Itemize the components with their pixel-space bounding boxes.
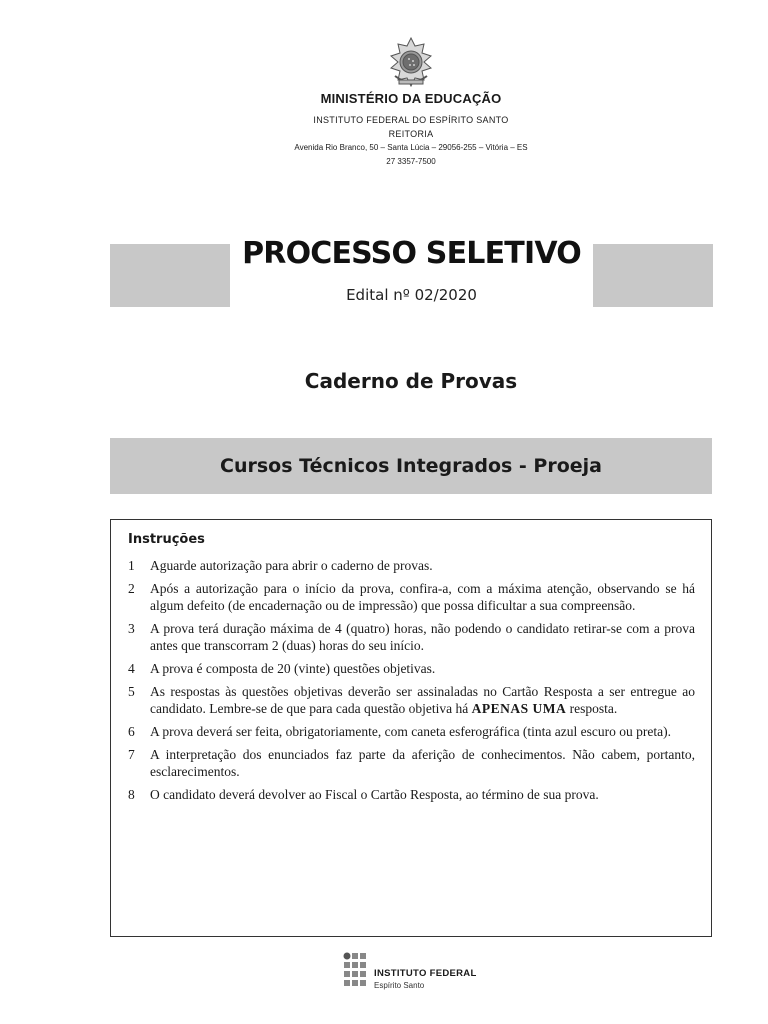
footer-subtitle: Espírito Santo	[374, 981, 425, 990]
page-title: PROCESSO SELETIVO	[242, 236, 581, 271]
instructions-list	[128, 557, 695, 809]
course-title: Cursos Técnicos Integrados - Proeja	[220, 455, 602, 477]
instruction-item	[128, 683, 695, 717]
instituto-federal-logo-icon	[343, 952, 373, 988]
instruction-text: A prova é composta de 20 (vinte) questões objetivas.	[150, 661, 436, 676]
instruction-item	[128, 746, 695, 780]
instructions-heading: Instruções	[128, 532, 205, 547]
instruction-item	[128, 660, 695, 677]
edital-number: Edital nº 02/2020	[346, 286, 477, 304]
instruction-number: 5	[128, 684, 135, 699]
instruction-number: 1	[128, 558, 135, 573]
instruction-text: Após a autorização para o início da prova, confira-a, com a máxima atenção, observando se há algum defeito (de encadernação ou de impressão) que possa dificultar a sua compreensão.	[150, 581, 695, 613]
instruction-text: A prova terá duração máxima de 4 (quatro) horas, não podendo o candidato retirar-se com a prova antes que transcorram 2 (duas) horas do seu início.	[150, 621, 695, 653]
instruction-number: 2	[128, 581, 135, 596]
instruction-number: 4	[128, 661, 135, 676]
instruction-number: 3	[128, 621, 135, 636]
instruction-text	[150, 683, 695, 717]
instruction-item	[128, 786, 695, 803]
instruction-item	[128, 580, 695, 614]
instruction-item	[128, 723, 695, 740]
instruction-text: Aguarde autorização para abrir o caderno de provas.	[150, 558, 433, 573]
title-band-right	[593, 244, 713, 307]
brazil-coat-of-arms-icon	[385, 36, 437, 88]
instruction-number: 7	[128, 747, 135, 762]
course-banner	[110, 438, 712, 494]
instruction-text-part: As respostas às questões objetivas deverão ser assinaladas no Cartão Resposta a ser entregue ao candidato. Lembre-se de que para cada questão objetiva há	[150, 684, 695, 716]
reitoria-label: REITORIA	[388, 129, 434, 139]
instruction-text-part: resposta.	[566, 701, 618, 716]
instruction-item	[128, 620, 695, 654]
instructions-box	[110, 519, 712, 937]
institute-name: INSTITUTO FEDERAL DO ESPÍRITO SANTO	[313, 115, 509, 125]
footer-brand: INSTITUTO FEDERAL	[374, 968, 477, 979]
instruction-number: 6	[128, 724, 135, 739]
phone-line: 27 3357-7500	[386, 157, 436, 166]
instruction-number: 8	[128, 787, 135, 802]
instruction-text: A interpretação dos enunciados faz parte da aferição de conhecimentos. Não cabem, portanto, esclarecimentos.	[150, 747, 695, 779]
ministry-name: MINISTÉRIO DA EDUCAÇÃO	[320, 91, 502, 106]
caderno-heading: Caderno de Provas	[304, 369, 518, 393]
instruction-text: A prova deverá ser feita, obrigatoriamente, com caneta esferográfica (tinta azul escuro ou preta).	[150, 724, 671, 739]
instruction-item	[128, 557, 695, 574]
instruction-text: O candidato deverá devolver ao Fiscal o Cartão Resposta, ao término de sua prova.	[150, 787, 599, 802]
instruction-emphasis: APENAS UMA	[471, 701, 567, 716]
address-line: Avenida Rio Branco, 50 – Santa Lúcia – 29056-255 – Vitória – ES	[294, 143, 528, 152]
title-band-left	[110, 244, 230, 307]
